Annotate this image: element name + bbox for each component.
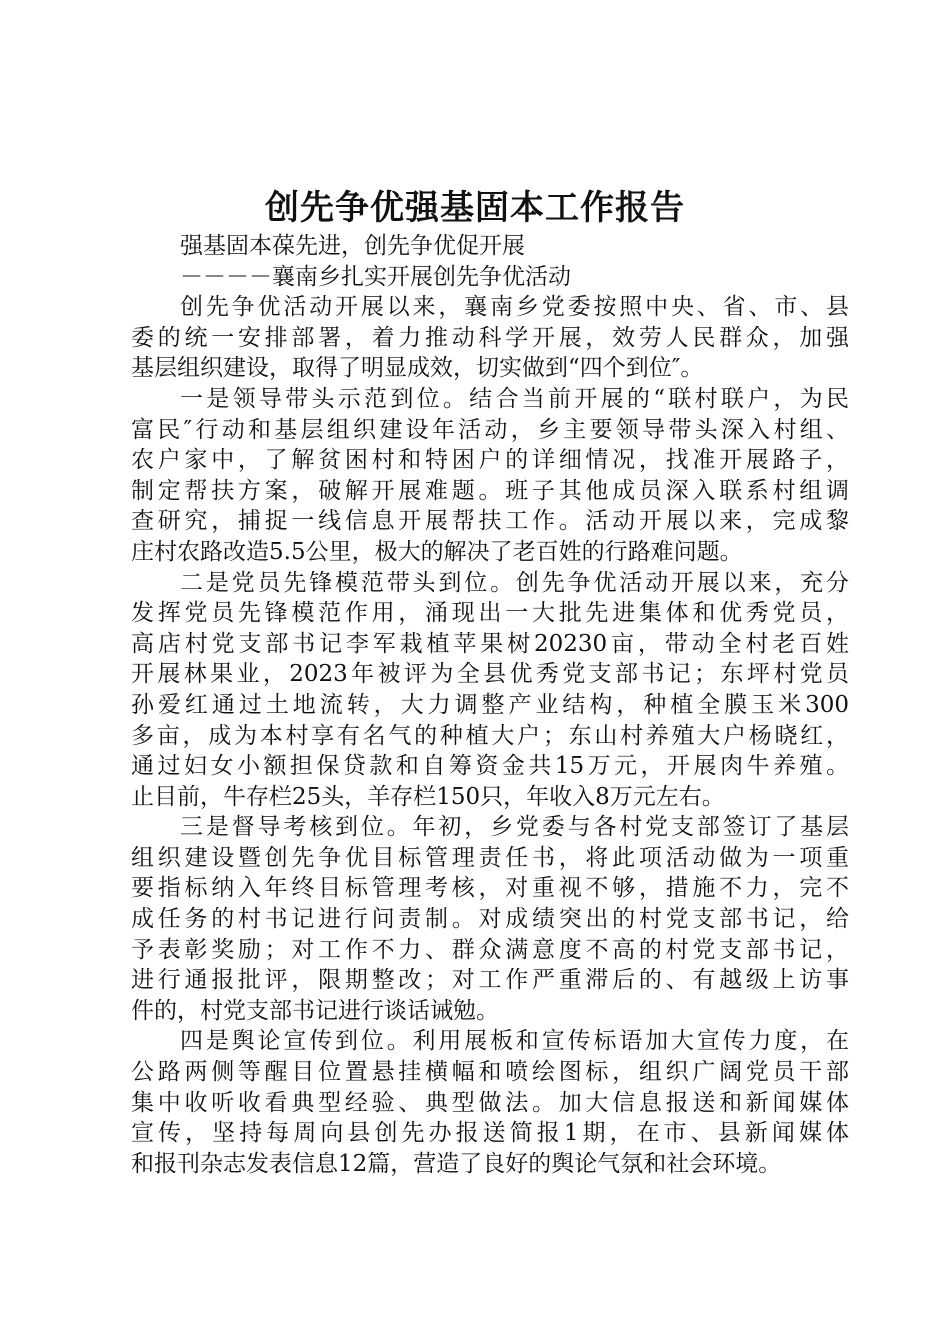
paragraph-line: 止目前，牛存栏25头，羊存栏150只，年收入8万元左右。	[131, 783, 725, 810]
paragraph-line: 发挥党员先锋模范作用，涌现出一大批先进集体和优秀党员，	[131, 600, 849, 627]
document-title: 创先争优强基固本工作报告	[265, 188, 685, 228]
paragraph-line: 四是舆论宣传到位。利用展板和宣传标语加大宣传力度，在	[180, 1028, 849, 1055]
paragraph-line: 多亩，成为本村享有名气的种植大户；东山村养殖大户杨晓红，	[131, 722, 849, 749]
paragraph-line: 制定帮扶方案，破解开展难题。班子其他成员深入联系村组调	[131, 477, 849, 504]
paragraph	[131, 812, 849, 1026]
paragraph-line: 开展林果业，2023年被评为全县优秀党支部书记；东坪村党员	[131, 661, 849, 688]
paragraph-line: 通过妇女小额担保贷款和自筹资金共15万元，开展肉牛养殖。	[131, 753, 849, 780]
paragraph-line: 集中收听收看典型经验、典型做法。加大信息报送和新闻媒体	[131, 1089, 849, 1116]
paragraph-line: 三是督导考核到位。年初，乡党委与各村党支部签订了基层	[180, 814, 849, 841]
document-body	[131, 231, 849, 1179]
paragraph-line: 一是领导带头示范到位。结合当前开展的“联村联户，为民	[180, 385, 849, 412]
paragraph-line: 高店村党支部书记李军栽植苹果树20230亩，带动全村老百姓	[131, 630, 849, 657]
paragraph-line: 予表彰奖励；对工作不力、群众满意度不高的村党支部书记，	[131, 936, 849, 963]
paragraph-line: 宣传，坚持每周向县创先办报送简报1期，在市、县新闻媒体	[131, 1120, 849, 1147]
paragraph-line: 委的统一安排部署，着力推动科学开展，效劳人民群众，加强	[131, 324, 849, 351]
paragraph-line: 成任务的村书记进行问责制。对成绩突出的村党支部书记，给	[131, 906, 849, 933]
paragraph-line: 创先争优活动开展以来，襄南乡党委按照中央、省、市、县	[180, 294, 849, 321]
subtitle-line: 强基固本葆先进，创先争优促开展	[180, 233, 525, 259]
paragraph-line: 孙爱红通过土地流转，大力调整产业结构，种植全膜玉米300	[131, 691, 849, 718]
paragraph	[131, 1026, 849, 1179]
paragraph-line: 查研究，捕捉一线信息开展帮扶工作。活动开展以来，完成黎	[131, 508, 849, 535]
paragraph-line: 公路两侧等醒目位置悬挂横幅和喷绘图标，组织广阔党员干部	[131, 1059, 849, 1086]
paragraph-line: 和报刊杂志发表信息12篇，营造了良好的舆论气氛和社会环境。	[131, 1150, 782, 1177]
paragraph	[131, 292, 849, 384]
paragraph-line: 件的，村党支部书记进行谈话诫勉。	[131, 997, 499, 1024]
subtitle-line: －－－－襄南乡扎实开展创先争优活动	[180, 263, 571, 290]
paragraph-line: 组织建设暨创先争优目标管理责任书，将此项活动做为一项重	[131, 844, 849, 871]
paragraph-line: 富民″行动和基层组织建设年活动，乡主要领导带头深入村组、	[131, 416, 849, 443]
paragraph-line: 庄村农路改造5.5公里，极大的解决了老百姓的行路难问题。	[131, 538, 743, 565]
paragraph-line: 要指标纳入年终目标管理考核，对重视不够，措施不力，完不	[131, 875, 849, 902]
paragraph	[131, 384, 849, 568]
paragraph-line: 农户家中，了解贫困村和特困户的详细情况，找准开展路子，	[131, 447, 849, 474]
paragraph-line: 进行通报批评，限期整改；对工作严重滞后的、有越级上访事	[131, 967, 849, 994]
paragraph-line: 基层组织建设，取得了明显成效，切实做到“四个到位″。	[131, 355, 704, 382]
paragraph	[131, 568, 849, 813]
paragraph-line: 二是党员先锋模范带头到位。创先争优活动开展以来，充分	[180, 569, 849, 596]
